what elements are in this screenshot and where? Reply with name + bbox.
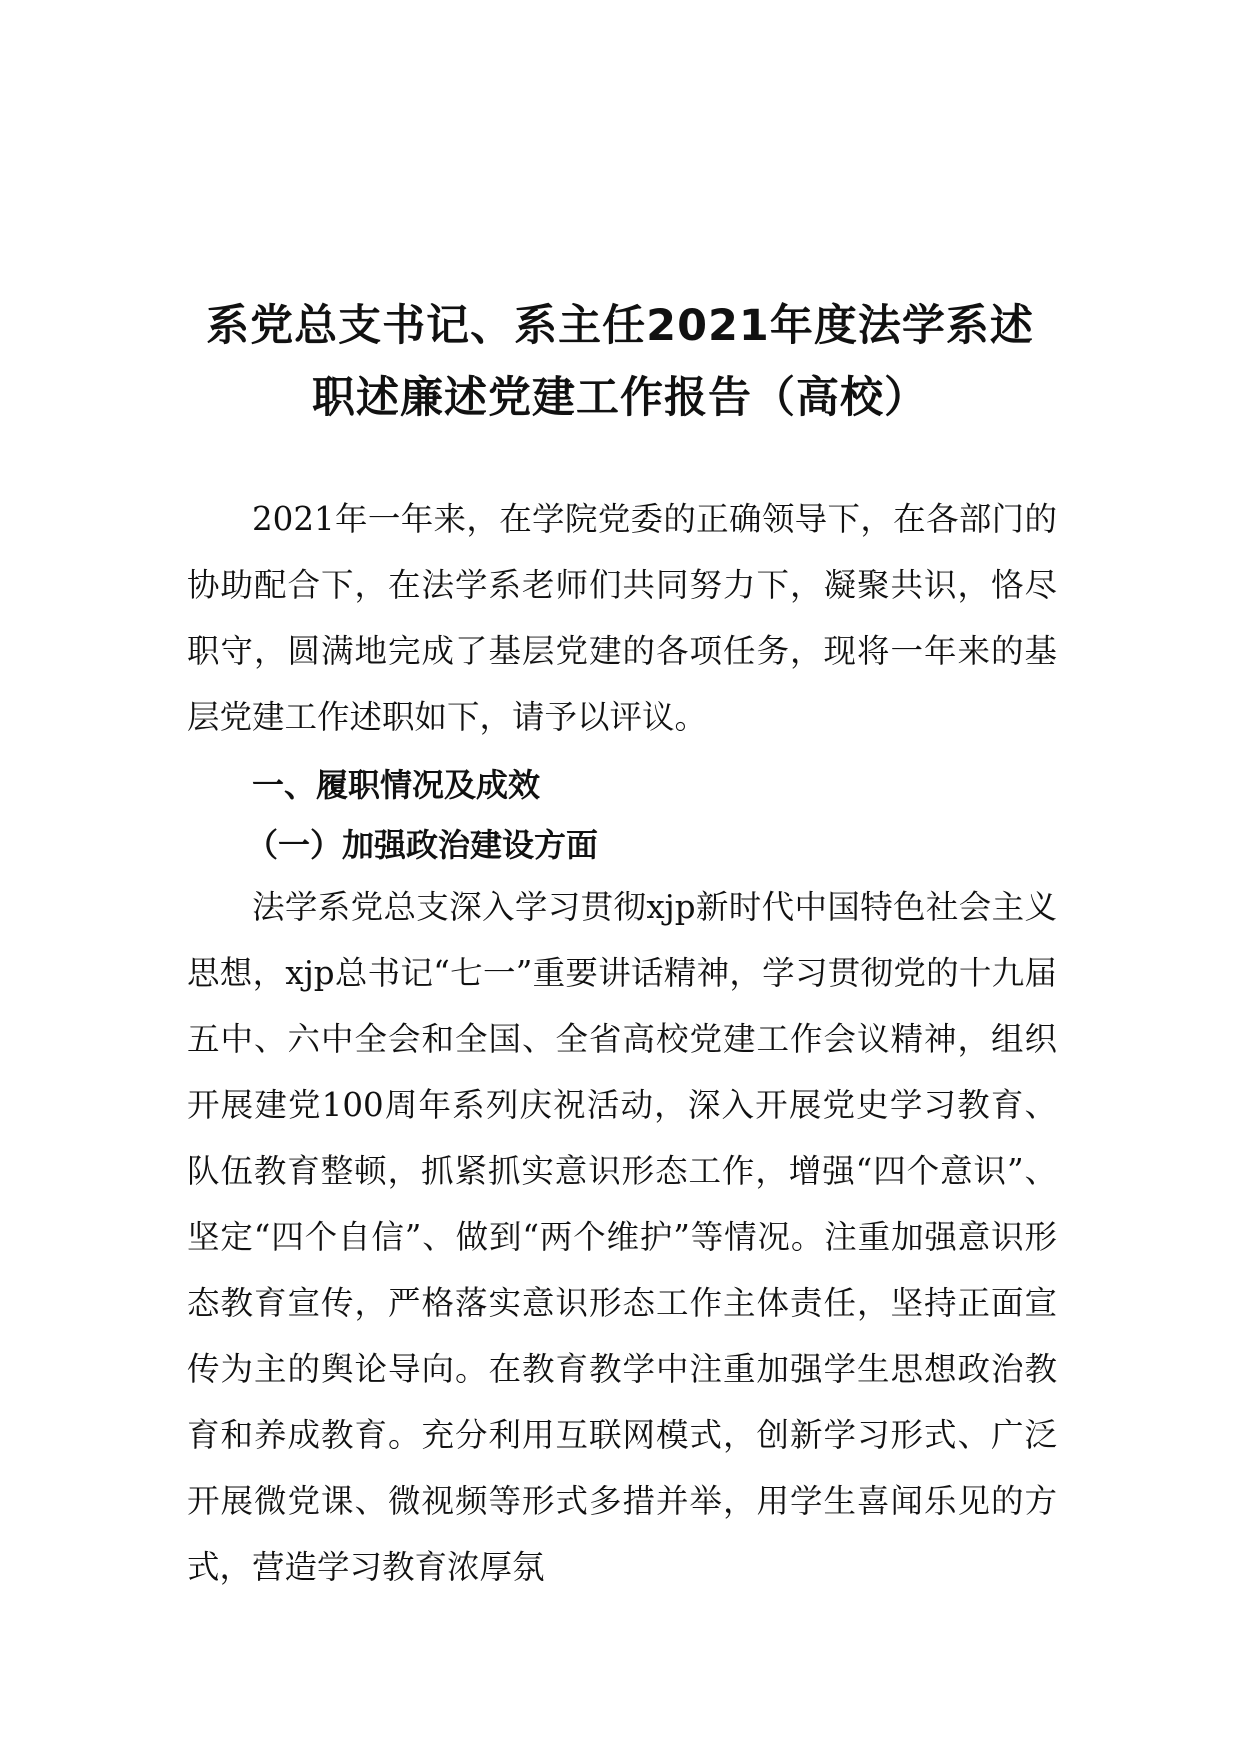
- section-heading-performance: 一、履职情况及成效: [252, 766, 541, 804]
- document-title-line-2: 职述廉述党建工作报告（高校）: [312, 373, 928, 423]
- intro-paragraph: 2021年一年来，在学院党委的正确领导下，在各部门的协助配合下，在法学系老师们共同努力下，凝聚共识，恪尽职守，圆满地完成了基层党建的各项任务，现将一年来的基层党建工作述职如下，请予以评议。: [187, 500, 1057, 736]
- document-title-line-1: 系党总支书记、系主任2021年度法学系述: [206, 301, 1034, 351]
- subsection-heading-political-building: （一）加强政治建设方面: [246, 826, 599, 864]
- political-building-paragraph: 法学系党总支深入学习贯彻xjp新时代中国特色社会主义思想，xjp总书记“七一”重要讲话精神，学习贯彻党的十九届五中、六中全会和全国、全省高校党建工作会议精神，组织开展建党100周年系列庆祝活动，深入开展党史学习教育、队伍教育整顿，抓紧抓实意识形态工作，增强“四个意识”、坚定“四个自信”、做到“两个维护”等情况。注重加强意识形态教育宣传，严格落实意识形态工作主体责任，坚持正面宣传为主的舆论导向。在教育教学中注重加强学生思想政治教育和养成教育。充分利用互联网模式，创新学习形式、广泛开展微党课、微视频等形式多措并举，用学生喜闻乐见的方式，营造学习教育浓厚氛: [187, 888, 1057, 1586]
